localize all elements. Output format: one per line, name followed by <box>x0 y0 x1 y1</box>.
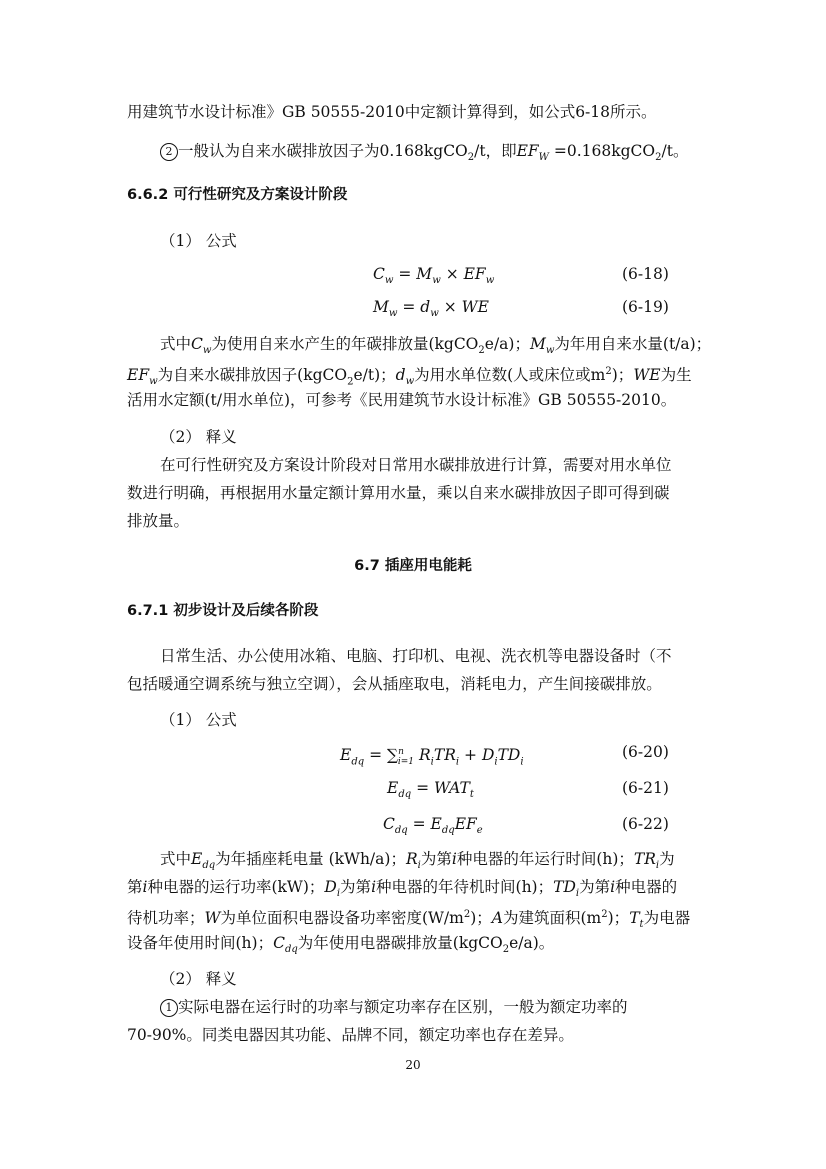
equation-number: (6-22) <box>622 815 669 833</box>
paragraph-line: 设备年使用时间(h)；$C_{dq}$为年使用电器碳排放量(kgCO$_2$e/a)。 <box>127 934 555 956</box>
formula-6-19: $M_w = d_w$ × WE <box>373 298 489 320</box>
page-number: 20 <box>405 1058 421 1072</box>
subsection-label: （2） 释义 <box>160 428 237 446</box>
paragraph-line: 包括暖通空调系统与独立空调），会从插座取电，消耗电力，产生间接碳排放。 <box>127 675 662 693</box>
subsection-label: （2） 释义 <box>160 970 237 988</box>
paragraph-line: 活用水定额(t/用水单位)，可参考《民用建筑节水设计标准》GB 50555-2010。 <box>127 391 677 409</box>
section-heading-6-6-2: 6.6.2 可行性研究及方案设计阶段 <box>127 187 348 203</box>
paragraph-line: 日常生活、办公使用冰箱、电脑、打印机、电视、洗衣机等电器设备时（不 <box>160 647 672 665</box>
section-heading-6-7: 6.7 插座用电能耗 <box>354 558 472 574</box>
paragraph-line: 数进行明确，再根据用水量定额计算用水量，乘以自来水碳排放因子即可得到碳 <box>127 484 670 502</box>
paragraph-line-emission-factor: 2 一般认为自来水碳排放因子为0.168kgCO$_2$/t，即$EF_W$ =0.168kgCO$_2$/t。 <box>160 140 740 169</box>
equation-number: (6-19) <box>622 298 669 316</box>
paragraph-line: $EF_w$为自来水碳排放因子(kgCO$_2$e/t)；$d_w$为用水单位数(人或床位或$m^2$)；WE为生 <box>127 366 692 388</box>
formula-6-20: $E_{dq} = \sum^n_{i=1}$ $R_iTR_i + D_iTD_i$ <box>340 746 524 768</box>
equation-number: (6-20) <box>622 743 669 761</box>
equation-number: (6-18) <box>622 265 669 283</box>
paragraph-line: 待机功率；W为单位面积电器设备功率密度$(W/m^2)$；A为建筑面积$(m^2)$；$T_t$为电器 <box>127 909 691 931</box>
paragraph-line: 在可行性研究及方案设计阶段对日常用水碳排放进行计算，需要对用水单位 <box>160 456 672 474</box>
paragraph-line: 70-90%。同类电器因其功能、品牌不同，额定功率也存在差异。 <box>127 1026 574 1044</box>
paragraph-line: 式中$E_{dq}$为年插座耗电量 (kWh/a)；$R_i$为第i种电器的年运行时间(h)；$TR_i$为 <box>160 850 675 872</box>
paragraph-line: 式中$C_w$为使用自来水产生的年碳排放量(kgCO$_2$e/a)；$M_w$为年用自来水量(t/a)； <box>160 335 712 357</box>
formula-6-18: $C_w = M_w \times EF_w$ <box>373 265 495 287</box>
subsection-label: （1） 公式 <box>160 232 237 250</box>
paragraph-line: 排放量。 <box>127 512 190 530</box>
paragraph-line: 第i种电器的运行功率(kW)；$D_i$为第i种电器的年待机时间(h)；$TD_i$为第i种电器的 <box>127 878 678 900</box>
formula-6-22: $C_{dq} = E_{dq}EF_e$ <box>383 815 483 837</box>
subsection-label: （1） 公式 <box>160 711 237 729</box>
section-heading-6-7-1: 6.7.1 初步设计及后续各阶段 <box>127 603 319 619</box>
paragraph-line: 1 实际电器在运行时的功率与额定功率存在区别，一般为额定功率的 <box>160 996 708 1018</box>
circled-2: 2 <box>160 143 178 161</box>
equation-number: (6-21) <box>622 779 669 797</box>
formula-6-21: $E_{dq} = WAT_t$ <box>387 779 474 801</box>
paragraph-line: 用建筑节水设计标准》GB 50555-2010中定额计算得到，如公式6-18所示。 <box>127 103 657 121</box>
circled-1: 1 <box>160 999 178 1017</box>
